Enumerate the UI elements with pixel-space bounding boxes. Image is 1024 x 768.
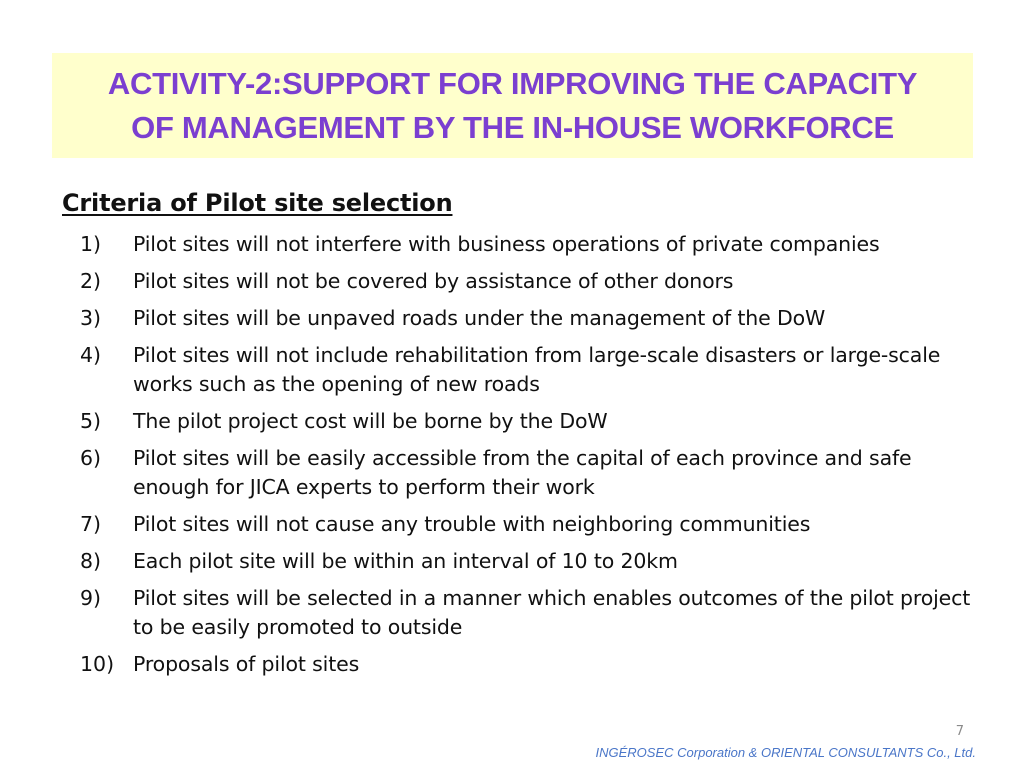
slide-title-line-2: OF MANAGEMENT BY THE IN-HOUSE WORKFORCE (131, 109, 894, 145)
list-item-text: Pilot sites will not cause any trouble with neighboring communities (133, 512, 811, 536)
list-item (80, 341, 990, 399)
list-item-text: Pilot sites will be unpaved roads under the management of the DoW (133, 306, 826, 330)
list-item-text: Pilot sites will not interfere with business operations of private companies (133, 232, 880, 256)
list-item (80, 304, 990, 333)
list-item (80, 650, 990, 679)
list-item (80, 267, 990, 296)
list-item-number: 5) (80, 409, 102, 433)
list-item-text: The pilot project cost will be borne by the DoW (133, 409, 608, 433)
list-item-text: Pilot sites will be selected in a manner which enables outcomes of the pilot project to be easily promoted to outside (133, 586, 971, 639)
list-item-number: 6) (80, 446, 102, 470)
list-item-number: 4) (80, 343, 102, 367)
list-item (80, 584, 990, 642)
list-item-text: Pilot sites will not be covered by assistance of other donors (133, 269, 734, 293)
list-item (80, 510, 990, 539)
slide-title-line-1: ACTIVITY-2:SUPPORT FOR IMPROVING THE CAPACITY (107, 65, 918, 101)
page-number: 7 (955, 724, 964, 739)
list-item-text: Each pilot site will be within an interval of 10 to 20km (133, 549, 678, 573)
list-item (80, 547, 990, 576)
criteria-heading: Criteria of Pilot site selection (62, 189, 453, 217)
list-item (80, 444, 990, 502)
list-item-number: 3) (80, 306, 102, 330)
footer-credit: INGÉROSEC Corporation & ORIENTAL CONSULTANTS Co., Ltd. (595, 745, 976, 760)
list-item-text: Pilot sites will not include rehabilitation from large-scale disasters or large-scale works such as the opening of new roads (133, 343, 941, 396)
list-item-text: Pilot sites will be easily accessible from the capital of each province and safe enough for JICA experts to perform their work (133, 446, 912, 499)
list-item-number: 8) (80, 549, 102, 573)
criteria-list (80, 230, 990, 687)
list-item-number: 2) (80, 269, 102, 293)
slide-title-box (52, 53, 973, 158)
list-item-number: 7) (80, 512, 102, 536)
list-item (80, 230, 990, 259)
list-item (80, 407, 990, 436)
list-item-number: 10) (80, 652, 115, 676)
list-item-number: 9) (80, 586, 102, 610)
list-item-number: 1) (80, 232, 102, 256)
list-item-text: Proposals of pilot sites (133, 652, 360, 676)
